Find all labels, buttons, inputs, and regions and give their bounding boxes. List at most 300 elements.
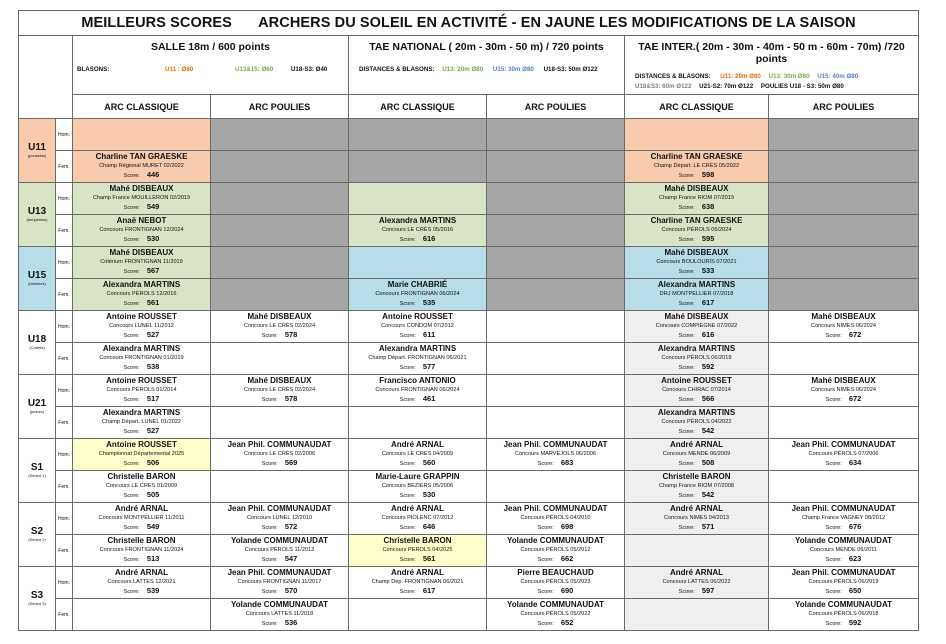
record-cell-inter-classique (625, 407, 769, 439)
salle-blason-u13: U13&15: Ø60 (234, 66, 274, 73)
archer-name: André ARNAL (669, 504, 724, 513)
page-title (19, 11, 919, 36)
record-cell-inter-poulies (769, 567, 919, 599)
score-line (489, 618, 622, 629)
score-label: Score: (261, 397, 278, 403)
score-label: Score: (678, 525, 695, 531)
score-line (213, 330, 346, 341)
sex-label-hom: Hom. (56, 375, 73, 407)
archer-name: Alexandra MARTINS (102, 408, 181, 417)
category-sublabel: (juniors) (29, 409, 45, 414)
archer-name: André ARNAL (390, 440, 445, 449)
score-line (627, 490, 766, 501)
archer-name: Christelle BARON (383, 536, 452, 545)
score-value: 538 (146, 362, 160, 371)
archer-name: Christelle BARON (662, 472, 731, 481)
inter-dist-poulies: POULIES U18 - S3: 50m Ø80 (760, 83, 844, 90)
record-row (19, 503, 919, 535)
score-line (75, 234, 208, 245)
score-value: 570 (284, 586, 298, 595)
score-value: 566 (701, 394, 715, 403)
score-label: Score: (261, 621, 278, 627)
sex-label-hom: Hom. (56, 183, 73, 215)
archer-name: Yolande COMMUNAUDAT (230, 600, 329, 609)
record-cell-national-poulies (487, 311, 625, 343)
score-value: 672 (848, 394, 862, 403)
category-sublabel: (minimes) (28, 281, 46, 286)
category-sublabel: (poussins) (27, 153, 47, 158)
score-line (75, 330, 208, 341)
record-cell-inter-poulies (769, 375, 919, 407)
title-right: ARCHERS DU SOLEIL EN ACTIVITÉ - EN JAUNE LES MODIFICATIONS DE LA SAISON (258, 15, 856, 31)
archer-name: Jean Phil. COMMUNAUDAT (791, 504, 896, 513)
record-cell-inter-classique (625, 183, 769, 215)
event-info: Champ Départ. FRONTIGNAN 06/2021 (368, 355, 467, 361)
event-info: Champ France RIOM 07/2019 (659, 195, 734, 201)
sex-label-fem: Fem. (56, 279, 73, 311)
record-cell-national-poulies (487, 407, 625, 439)
record-cell-inter-classique (625, 599, 769, 631)
score-line (771, 554, 916, 565)
record-row (19, 535, 919, 567)
score-label: Score: (678, 237, 695, 243)
score-line (627, 170, 766, 181)
archer-name: Alexandra MARTINS (657, 280, 736, 289)
record-row (19, 151, 919, 183)
subheader-salle-poulies: ARC POULIES (211, 95, 349, 119)
record-cell-salle-classique (73, 567, 211, 599)
score-label: Score: (399, 525, 416, 531)
record-cell-inter-poulies (769, 279, 919, 311)
score-value: 617 (422, 586, 436, 595)
record-cell-national-poulies (487, 375, 625, 407)
archer-name: André ARNAL (390, 504, 445, 513)
event-info: Champ Régional MURET 02/2022 (99, 163, 184, 169)
score-line (627, 522, 766, 533)
category-s3 (19, 567, 56, 631)
score-label: Score: (399, 493, 416, 499)
score-label: Score: (825, 333, 842, 339)
score-value: 561 (146, 298, 160, 307)
archer-name: Francisco ANTONIO (379, 376, 456, 385)
record-cell-national-poulies (487, 183, 625, 215)
score-value: 513 (146, 554, 160, 563)
score-line (627, 362, 766, 373)
event-info: Concours LE CRÈS 02/2024 (243, 387, 316, 393)
score-value: 634 (848, 458, 862, 467)
sex-label-fem: Fem. (56, 151, 73, 183)
score-label: Score: (678, 269, 695, 275)
record-cell-salle-poulies (211, 119, 349, 151)
archer-name: Alexandra MARTINS (102, 344, 181, 353)
archer-name: Jean Phil. COMMUNAUDAT (227, 504, 332, 513)
archer-name: Jean Phil. COMMUNAUDAT (791, 440, 896, 449)
score-label: Score: (123, 237, 140, 243)
score-label: Score: (399, 461, 416, 467)
inter-prefix: DISTANCES & BLASONS: (635, 73, 711, 80)
archer-name: Antoine ROUSSET (106, 312, 177, 321)
record-cell-inter-classique (625, 567, 769, 599)
score-line (627, 394, 766, 405)
score-line (489, 586, 622, 597)
category-label: U15 (27, 270, 47, 281)
score-value: 542 (701, 426, 715, 435)
score-value: 592 (848, 618, 862, 627)
score-label: Score: (825, 397, 842, 403)
score-line (75, 202, 208, 213)
score-line (627, 266, 766, 277)
archer-name: André ARNAL (669, 568, 724, 577)
records-sheet (18, 10, 918, 631)
archer-name: Mahé DISBEAUX (664, 248, 729, 257)
inter-dist-u18: U18&S3: 60m Ø122 (635, 83, 692, 90)
national-dist-u18: U18-S3: 50m Ø122 (543, 66, 598, 73)
score-value: 572 (284, 522, 298, 531)
score-line (351, 458, 484, 469)
record-cell-salle-classique (73, 503, 211, 535)
score-value: 561 (422, 554, 436, 563)
score-value: 638 (701, 202, 715, 211)
score-label: Score: (123, 429, 140, 435)
archer-name: Mahé DISBEAUX (811, 312, 876, 321)
score-label: Score: (399, 237, 416, 243)
event-info: Concours BEZIERS 05/2006 (381, 483, 454, 489)
sex-label-fem: Fem. (56, 599, 73, 631)
score-value: 542 (701, 490, 715, 499)
score-label: Score: (123, 525, 140, 531)
category-sublabel: (Sénior 2) (28, 537, 46, 542)
category-u15 (19, 247, 56, 311)
record-cell-national-poulies (487, 439, 625, 471)
archer-name: Alexandra MARTINS (378, 216, 457, 225)
record-row (19, 183, 919, 215)
score-value: 577 (422, 362, 436, 371)
score-value: 547 (284, 554, 298, 563)
record-cell-salle-classique (73, 247, 211, 279)
event-info: Concours FRONTIGNAN 12/2024 (99, 227, 184, 233)
score-label: Score: (123, 493, 140, 499)
archer-name: Yolande COMMUNAUDAT (795, 600, 893, 609)
score-value: 683 (560, 458, 574, 467)
event-info: Concours FRONTIGNAN 11/2017 (237, 579, 322, 585)
score-value: 508 (701, 458, 715, 467)
event-info: Concours PÉROLS 05/2024 (661, 227, 732, 233)
score-line (489, 554, 622, 565)
record-cell-national-classique (349, 407, 487, 439)
record-row (19, 599, 919, 631)
score-line (213, 458, 346, 469)
records-table (18, 10, 919, 631)
event-info: Champ France RIOM 07/2008 (659, 483, 734, 489)
record-cell-national-poulies (487, 343, 625, 375)
score-line (75, 266, 208, 277)
record-cell-inter-classique (625, 151, 769, 183)
record-cell-national-classique (349, 535, 487, 567)
score-label: Score: (678, 429, 695, 435)
score-label: Score: (123, 205, 140, 211)
category-label: U21 (27, 398, 47, 409)
archer-name: Yolande COMMUNAUDAT (506, 600, 605, 609)
score-label: Score: (399, 589, 416, 595)
score-label: Score: (399, 557, 416, 563)
event-info: Champ France MOUILLERON 02/2019 (92, 195, 191, 201)
record-cell-salle-poulies (211, 343, 349, 375)
score-label: Score: (123, 173, 140, 179)
record-row (19, 439, 919, 471)
record-cell-national-classique (349, 599, 487, 631)
archer-name: Mahé DISBEAUX (109, 184, 174, 193)
score-line (75, 394, 208, 405)
event-info: Concours BOULOURIS 07/2021 (656, 259, 737, 265)
score-value: 623 (848, 554, 862, 563)
record-cell-national-poulies (487, 535, 625, 567)
record-cell-salle-poulies (211, 183, 349, 215)
score-line (627, 298, 766, 309)
header-inter-title: TAE INTER.( 20m - 30m - 40m - 50 m - 60m - 70m) /720 points (638, 41, 905, 65)
event-info: Concours MENDE 06/2009 (662, 451, 731, 457)
record-cell-salle-classique (73, 279, 211, 311)
archer-name: Anaë NEBOT (116, 216, 167, 225)
event-info: Concours MARVEJOLS 06/2006 (514, 451, 597, 457)
archer-name: Mahé DISBEAUX (664, 312, 729, 321)
record-cell-inter-poulies (769, 439, 919, 471)
score-value: 578 (284, 394, 298, 403)
score-line (771, 522, 916, 533)
score-value: 646 (422, 522, 436, 531)
score-line (213, 554, 346, 565)
score-line (213, 522, 346, 533)
score-line (213, 586, 346, 597)
header-national-title: TAE NATIONAL ( 20m - 30m - 50 m) / 720 points (369, 41, 604, 53)
score-value: 578 (284, 330, 298, 339)
score-label: Score: (261, 525, 278, 531)
score-value: 569 (284, 458, 298, 467)
archer-name: Mahé DISBEAUX (664, 184, 729, 193)
archer-name: André ARNAL (114, 504, 169, 513)
score-line (627, 426, 766, 437)
score-label: Score: (399, 365, 416, 371)
score-line (351, 490, 484, 501)
record-cell-inter-poulies (769, 407, 919, 439)
score-label: Score: (123, 461, 140, 467)
national-dist-u13: U13: 20m Ø80 (442, 66, 484, 73)
sex-label-hom: Hom. (56, 119, 73, 151)
archer-name: Yolande COMMUNAUDAT (795, 536, 893, 545)
event-info: Concours CONDOM 07/2012 (381, 323, 454, 329)
record-cell-national-classique (349, 471, 487, 503)
event-info: Concours PÉROLS 06/2019 (808, 579, 879, 585)
record-cell-salle-poulies (211, 599, 349, 631)
score-label: Score: (399, 333, 417, 339)
record-cell-salle-classique (73, 183, 211, 215)
event-info: Concours PÉROLS 04/2010 (520, 515, 591, 521)
event-info: Concours PIOLENC 07/2012 (381, 515, 454, 521)
event-info: Concours PEROLS 04/2025 (382, 547, 453, 553)
event-info: Concours COMPIEGNE 07/2022 (655, 323, 738, 329)
score-value: 527 (146, 426, 160, 435)
score-line (771, 458, 916, 469)
record-row (19, 471, 919, 503)
score-value: 560 (422, 458, 436, 467)
event-info: Concours LUNEL 12/2010 (246, 515, 313, 521)
category-s1 (19, 439, 56, 503)
score-line (489, 458, 622, 469)
record-cell-salle-poulies (211, 151, 349, 183)
score-value: 530 (146, 234, 160, 243)
score-line (75, 522, 208, 533)
score-value: 536 (284, 618, 298, 627)
inter-dist-u21: U21-S2: 70m Ø122 (699, 83, 754, 90)
score-line (351, 298, 484, 309)
record-cell-inter-poulies (769, 311, 919, 343)
score-label: Score: (678, 205, 695, 211)
score-value: 650 (848, 586, 862, 595)
event-info: Concours NIMES 04/2013 (664, 515, 729, 521)
archer-name: Mahé DISBEAUX (811, 376, 876, 385)
record-row (19, 567, 919, 599)
subheader-salle-classique: ARC CLASSIQUE (73, 95, 211, 119)
score-line (75, 426, 208, 437)
national-dist-u15: U15: 30m Ø80 (492, 66, 534, 73)
subheader-national-classique: ARC CLASSIQUE (349, 95, 487, 119)
score-value: 617 (701, 298, 715, 307)
category-sublabel: (Sénior 1) (28, 473, 46, 478)
event-info: Concours CHIRAC 07/2014 (662, 387, 731, 393)
score-label: Score: (399, 301, 416, 307)
event-info: Concours NIMES 06/2024 (811, 323, 877, 329)
score-value: 505 (146, 490, 160, 499)
score-label: Score: (825, 525, 842, 531)
title-left: MEILLEURS SCORES (81, 15, 232, 31)
score-line (213, 618, 346, 629)
archer-name: André ARNAL (390, 568, 445, 577)
score-line (351, 234, 484, 245)
record-cell-national-classique (349, 375, 487, 407)
subheader-inter-classique: ARC CLASSIQUE (625, 95, 769, 119)
score-value: 597 (701, 586, 715, 595)
score-label: Score: (825, 621, 842, 627)
score-label: Score: (825, 461, 842, 467)
record-cell-salle-poulies (211, 535, 349, 567)
score-label: Score: (825, 589, 842, 595)
score-value: 616 (701, 330, 715, 339)
record-cell-inter-poulies (769, 471, 919, 503)
score-line (75, 554, 208, 565)
record-cell-national-poulies (487, 599, 625, 631)
record-cell-salle-classique (73, 151, 211, 183)
archer-name: Christelle BARON (107, 536, 176, 545)
score-line (351, 554, 484, 565)
score-label: Score: (678, 333, 695, 339)
record-cell-salle-poulies (211, 407, 349, 439)
score-value: 530 (422, 490, 436, 499)
record-cell-salle-classique (73, 471, 211, 503)
score-label: Score: (123, 589, 140, 595)
event-info: Concours PÉROLS 12/2016 (106, 291, 177, 297)
event-info: Concours LATTES 11/2018 (245, 611, 314, 617)
score-label: Score: (123, 301, 140, 307)
category-label: U18 (27, 334, 47, 345)
score-line (75, 458, 208, 469)
score-value: 533 (701, 266, 715, 275)
record-cell-national-classique (349, 183, 487, 215)
score-label: Score: (537, 621, 554, 627)
score-value: 611 (423, 330, 436, 339)
event-info: Concours PÉROLS 05/2012 (520, 547, 591, 553)
record-cell-inter-poulies (769, 535, 919, 567)
score-line (351, 522, 484, 533)
subheader-inter-poulies: ARC POULIES (769, 95, 919, 119)
archer-name: Antoine ROUSSET (382, 312, 453, 321)
score-label: Score: (678, 301, 695, 307)
record-cell-salle-classique (73, 375, 211, 407)
sex-label-fem: Fem. (56, 343, 73, 375)
subheader-national-poulies: ARC POULIES (487, 95, 625, 119)
score-value: 517 (146, 394, 160, 403)
record-row (19, 375, 919, 407)
archer-name: Jean Phil. COMMUNAUDAT (227, 440, 332, 449)
salle-blason-u11: U11 : Ø80 (165, 66, 194, 73)
sex-label-hom: Hom. (56, 503, 73, 535)
event-info: Concours FRONTIGNAN 11/2024 (99, 547, 184, 553)
header-salle-title: SALLE 18m / 600 points (150, 41, 271, 53)
record-cell-inter-poulies (769, 151, 919, 183)
sex-label-hom: Hom. (56, 311, 73, 343)
archer-name: Pierre BEAUCHAUD (517, 568, 594, 577)
score-value: 567 (146, 266, 160, 275)
record-cell-inter-classique (625, 471, 769, 503)
event-info: Concours MENDE 06/2011 (809, 547, 878, 553)
score-label: Score: (678, 493, 695, 499)
event-info: Champ Départ. LE CRÈS 05/2022 (653, 163, 740, 169)
record-cell-inter-poulies (769, 247, 919, 279)
category-sublabel: (Sénior 3) (28, 601, 46, 606)
score-label: Score: (678, 173, 695, 179)
score-line (771, 586, 916, 597)
event-info: Concours PÉROLS 06/2019 (661, 355, 732, 361)
header-national (349, 36, 625, 95)
event-info: Concours PÉROLS 05/2023 (520, 579, 591, 585)
record-cell-inter-poulies (769, 183, 919, 215)
archer-name: Marie-Laure GRAPPIN (375, 472, 460, 481)
score-line (489, 522, 622, 533)
score-value: 506 (146, 458, 160, 467)
score-line (351, 586, 484, 597)
archer-name: Charline TAN GRAESKE (95, 152, 188, 161)
category-u18 (19, 311, 56, 375)
national-prefix: DISTANCES & BLASONS: (359, 66, 435, 73)
sex-label-fem: Fem. (56, 215, 73, 247)
score-line (627, 234, 766, 245)
inter-dist-u15: U15: 40m Ø80 (817, 73, 859, 80)
record-cell-salle-poulies (211, 215, 349, 247)
archer-name: Christelle BARON (107, 472, 176, 481)
archer-name: Antoine ROUSSET (661, 376, 732, 385)
category-sublabel: (benjamins) (26, 217, 48, 222)
archer-name: Yolande COMMUNAUDAT (506, 536, 605, 545)
record-cell-national-classique (349, 215, 487, 247)
score-line (75, 490, 208, 501)
event-info: Concours PÉROLS 06/2018 (808, 611, 879, 617)
event-info: Concours LUNEL 11/2012 (109, 323, 174, 329)
event-info: Championnat Départemental 2025 (98, 451, 185, 457)
event-info: Concours MONTPELLIER 11/2011 (98, 515, 185, 521)
archer-name: André ARNAL (114, 568, 169, 577)
record-cell-national-classique (349, 119, 487, 151)
record-cell-salle-poulies (211, 311, 349, 343)
sex-label-hom: Hom. (56, 439, 73, 471)
record-cell-inter-poulies (769, 503, 919, 535)
